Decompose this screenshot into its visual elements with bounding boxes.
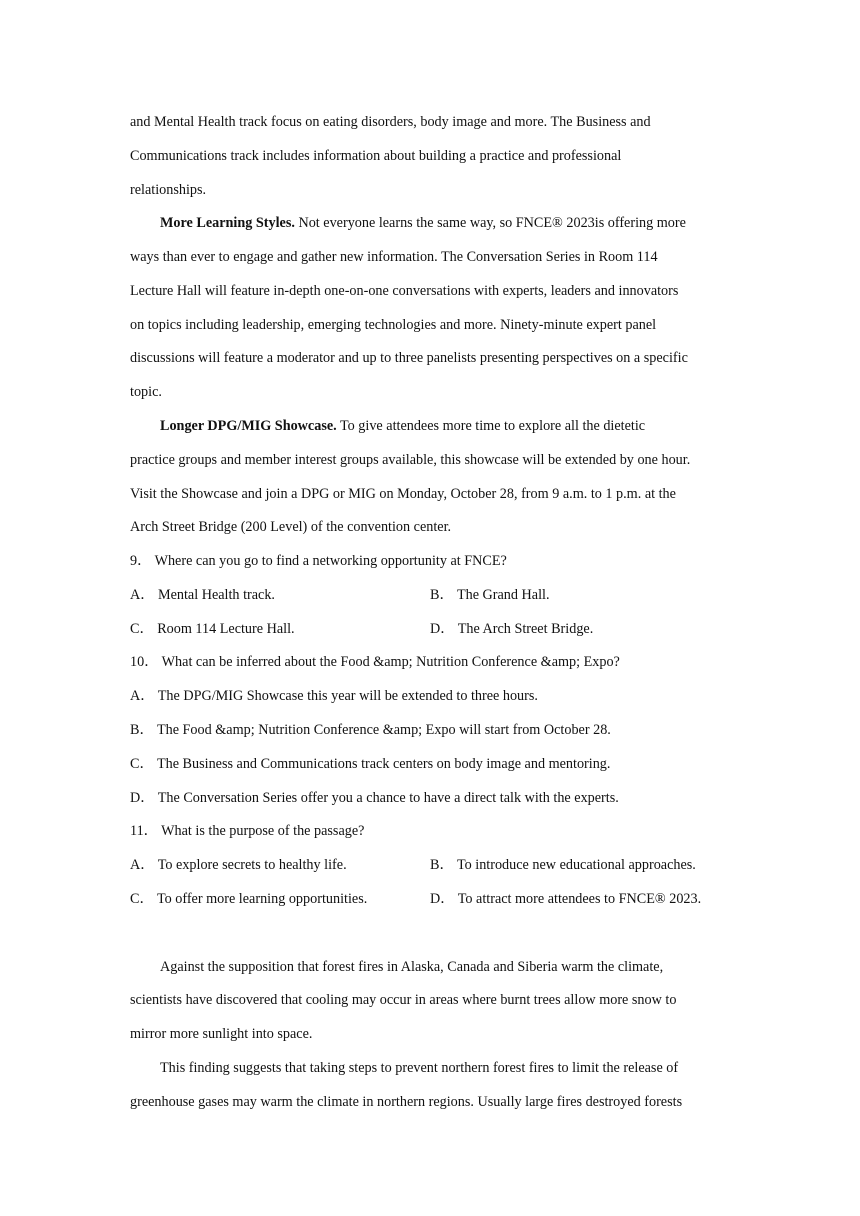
passage-text: To give attendees more time to explore all the dietetic [336,418,646,434]
question-11-option-b: B． To introduce new educational approaches. [430,857,696,873]
passage-line: discussions will feature a moderator and up to three panelists presenting perspectives on a specific [130,350,688,366]
passage-line: This finding suggests that taking steps to prevent northern forest fires to limit the release of [160,1060,679,1076]
question-10-stem: 10． What can be inferred about the Food &amp; Nutrition Conference &amp; Expo? [130,654,620,670]
question-11-option-d: D． To attract more attendees to FNCE® 2023. [430,891,702,907]
question-9-option-c: C． Room 114 Lecture Hall. [130,621,295,637]
passage-line: scientists have discovered that cooling may occur in areas where burnt trees allow more snow to [130,992,677,1008]
paragraph-showcase [160,416,730,436]
passage-line: relationships. [130,182,207,198]
paragraph-heading: Longer DPG/MIG Showcase. [160,418,337,434]
passage-line: mirror more sunlight into space. [130,1026,313,1042]
paragraph-learning-styles [160,213,730,233]
passage-line: Against the supposition that forest fires in Alaska, Canada and Siberia warm the climate, [160,959,664,975]
question-11-option-a: A． To explore secrets to healthy life. [130,857,347,873]
passage-line: and Mental Health track focus on eating disorders, body image and more. The Business and [130,114,651,130]
passage-line: topic. [130,384,162,400]
passage-line: Lecture Hall will feature in-depth one-on-one conversations with experts, leaders and innovators [130,283,679,299]
question-9-stem: 9． Where can you go to find a networking opportunity at FNCE? [130,553,507,569]
question-10-option-c: C． The Business and Communications track centers on body image and mentoring. [130,756,611,772]
passage-line: practice groups and member interest groups available, this showcase will be extended by one hour. [130,452,691,468]
question-9-option-b: B． The Grand Hall. [430,587,550,603]
question-11-stem: 11． What is the purpose of the passage? [130,823,365,839]
paragraph-heading: More Learning Styles. [160,215,295,231]
question-9-option-d: D． The Arch Street Bridge. [430,621,594,637]
question-10-option-d: D． The Conversation Series offer you a chance to have a direct talk with the experts. [130,790,619,806]
passage-line: on topics including leadership, emerging technologies and more. Ninety-minute expert panel [130,317,657,333]
passage-line: ways than ever to engage and gather new information. The Conversation Series in Room 114 [130,249,658,265]
passage-line: Visit the Showcase and join a DPG or MIG on Monday, October 28, from 9 a.m. to 1 p.m. at the [130,486,676,502]
passage-line: greenhouse gases may warm the climate in northern regions. Usually large fires destroyed forests [130,1094,683,1110]
passage-line: Communications track includes information about building a practice and professional [130,148,622,164]
question-10-option-b: B． The Food &amp; Nutrition Conference &amp; Expo will start from October 28. [130,722,611,738]
passage-text: Not everyone learns the same way, so FNCE® 2023is offering more [294,215,686,231]
question-11-option-c: C． To offer more learning opportunities. [130,891,368,907]
question-9-option-a: A． Mental Health track. [130,587,275,603]
passage-line: Arch Street Bridge (200 Level) of the convention center. [130,519,452,535]
question-10-option-a: A． The DPG/MIG Showcase this year will be extended to three hours. [130,688,538,704]
